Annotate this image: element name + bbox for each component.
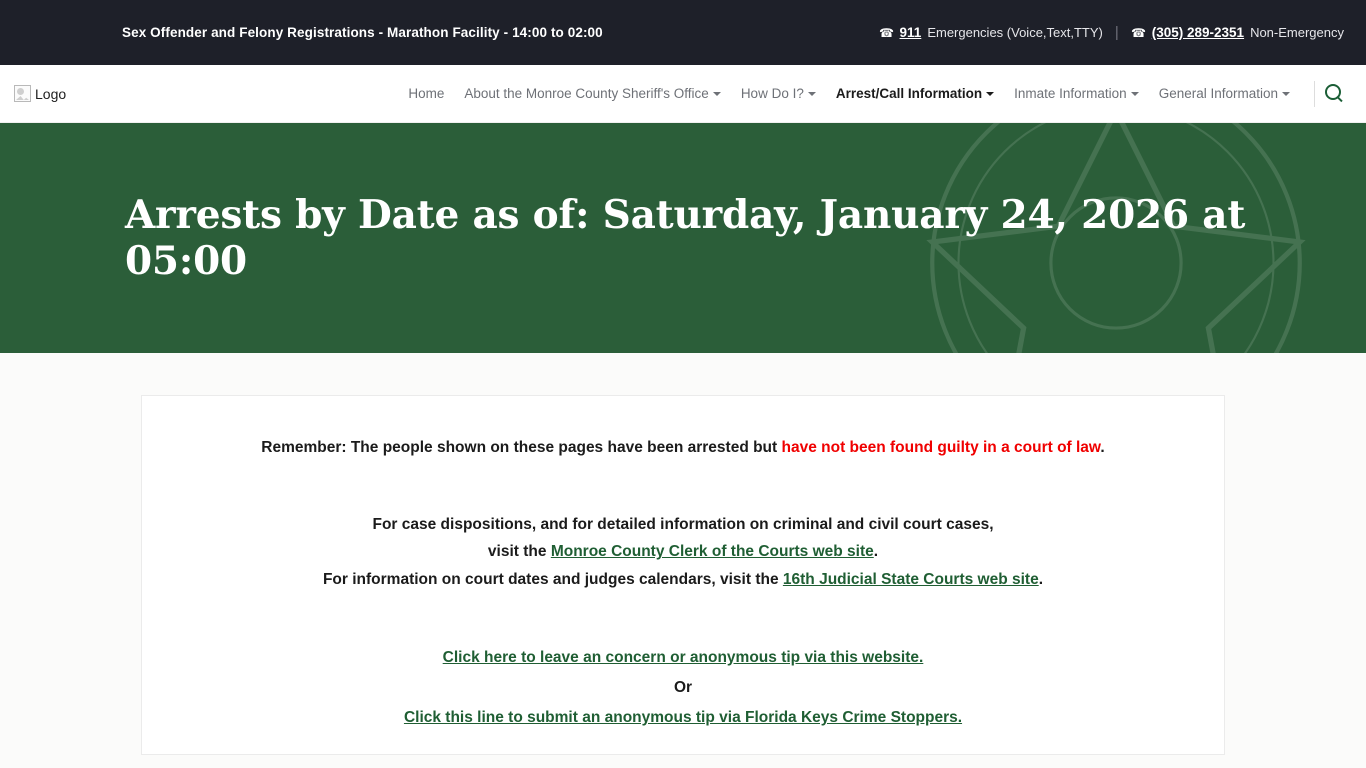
contact-divider: | bbox=[1114, 24, 1119, 41]
disclaimer-lead: Remember: The people shown on these pages have been arrested but bbox=[261, 439, 782, 456]
search-icon[interactable] bbox=[1325, 84, 1344, 103]
nav-item-label: Inmate Information bbox=[1014, 86, 1127, 101]
court-dates-text: For information on court dates and judges calendars, visit the bbox=[322, 570, 783, 588]
nav-item-label: General Information bbox=[1158, 86, 1278, 101]
website-tip-link[interactable]: Click here to leave an concern or anonymous tip via this website. bbox=[442, 648, 924, 666]
arrest-disclaimer bbox=[202, 436, 1164, 459]
page-title: Arrests by Date as of: Saturday, January 24, 2026 at 05:00 bbox=[125, 192, 1246, 284]
tip-line-1 bbox=[202, 643, 1164, 673]
crime-stoppers-tip-link[interactable]: Click this line to submit an anonymous tip via Florida Keys Crime Stoppers. bbox=[403, 709, 963, 727]
logo-alt-text: Logo bbox=[35, 85, 67, 102]
judicial-courts-link[interactable]: 16th Judicial State Courts web site bbox=[782, 570, 1039, 588]
nav-items bbox=[398, 80, 1348, 107]
court-dates-line bbox=[202, 566, 1164, 593]
dispositions-line-1: For case dispositions, and for detailed information on criminal and civil court cases, bbox=[372, 516, 994, 534]
non-emergency-phone-link[interactable]: (305) 289-2351 bbox=[1151, 25, 1245, 40]
chevron-down-icon bbox=[1131, 92, 1139, 96]
disclaimer-highlight: have not been found guilty in a court of law bbox=[781, 439, 1101, 456]
tip-links-block bbox=[202, 643, 1164, 734]
disclaimer-end: . bbox=[1100, 439, 1105, 456]
dispositions-line-2 bbox=[202, 538, 1164, 565]
nav-item-label: Arrest/Call Information bbox=[835, 86, 983, 101]
emergency-contacts bbox=[879, 24, 1344, 41]
emergency-phone-link[interactable]: 911 bbox=[899, 25, 922, 40]
nav-item-inmate-information[interactable] bbox=[1004, 80, 1149, 107]
court-info-block bbox=[202, 511, 1164, 592]
non-emergency-label: Non-Emergency bbox=[1250, 25, 1344, 40]
nav-item-general-information[interactable] bbox=[1149, 80, 1300, 107]
chevron-down-icon bbox=[1282, 92, 1290, 96]
phone-icon: ☎ bbox=[878, 25, 894, 40]
clerk-of-courts-link[interactable]: Monroe County Clerk of the Courts web site bbox=[550, 543, 874, 561]
nav-item-label: How Do I? bbox=[740, 86, 804, 101]
chevron-down-icon bbox=[808, 92, 816, 96]
or-separator: Or bbox=[673, 678, 693, 696]
visit-the-text: visit the bbox=[487, 543, 551, 561]
nav-item-label: About the Monroe County Sheriff's Office bbox=[464, 86, 709, 101]
top-alert-bar bbox=[0, 0, 1366, 65]
alert-text: Sex Offender and Felony Registrations - Marathon Facility - 14:00 to 02:00 bbox=[122, 25, 603, 40]
page-body bbox=[0, 353, 1366, 768]
chevron-down-icon bbox=[986, 92, 994, 96]
phone-icon-2: ☎ bbox=[1130, 25, 1146, 40]
nav-item-about[interactable] bbox=[454, 80, 730, 107]
nav-item-how-do-i[interactable] bbox=[731, 80, 826, 107]
main-navigation bbox=[0, 65, 1366, 123]
court-dates-period: . bbox=[1038, 570, 1044, 588]
nav-item-arrest-call-information[interactable] bbox=[826, 80, 1004, 107]
tip-line-2 bbox=[202, 703, 1164, 733]
nav-item-home[interactable] bbox=[398, 80, 454, 107]
site-logo[interactable] bbox=[14, 85, 66, 102]
chevron-down-icon bbox=[713, 92, 721, 96]
nav-item-label: Home bbox=[408, 86, 445, 101]
emergency-label: Emergencies (Voice,Text,TTY) bbox=[927, 25, 1103, 40]
content-card bbox=[141, 395, 1225, 755]
nav-divider bbox=[1314, 81, 1315, 107]
line-2-period: . bbox=[873, 543, 879, 561]
broken-image-icon bbox=[14, 85, 31, 102]
page-hero bbox=[0, 123, 1366, 353]
